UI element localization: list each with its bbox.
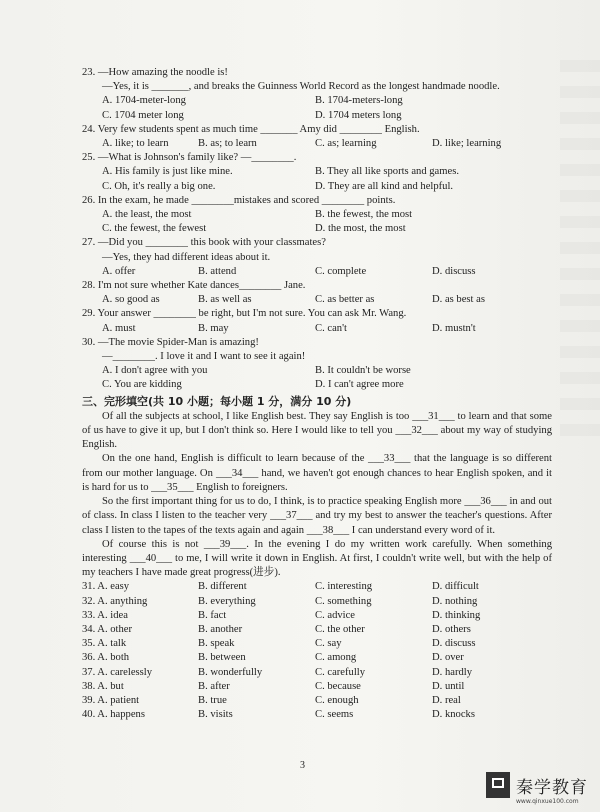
cloze-option: B. another: [198, 623, 243, 635]
question-number: 25.: [82, 152, 96, 164]
option-row: [82, 109, 552, 123]
question-item: [82, 123, 552, 151]
cloze-option: C. say: [315, 638, 342, 650]
question-number: 28.: [82, 280, 96, 292]
cloze-option-row: [82, 694, 552, 708]
cloze-option: C. carefully: [315, 666, 366, 678]
answer-option: A. I don't agree with you: [102, 365, 208, 377]
answer-option: A. offer: [102, 265, 136, 277]
option-row: [82, 137, 552, 151]
question-item: [82, 151, 552, 194]
question-text: In the exam, he made ________mistakes and scored ________ points.: [97, 194, 396, 206]
cloze-option: D. real: [432, 694, 461, 706]
question-stem-continued: [82, 80, 552, 94]
option-row: [82, 293, 552, 307]
cloze-option-row: [82, 708, 552, 722]
question-item: [82, 236, 552, 279]
cloze-option: 33. A. idea: [82, 609, 128, 621]
answer-option: B. may: [198, 322, 229, 334]
question-stem-continued: [82, 251, 552, 265]
question-item: [82, 279, 552, 307]
answer-option: D. the most, the most: [315, 223, 406, 235]
question-text: —Did you ________ this book with your classmates?: [97, 237, 326, 249]
cloze-option: 32. A. anything: [82, 595, 148, 607]
question-number: 29.: [82, 308, 96, 320]
cloze-option: B. true: [198, 694, 227, 706]
cloze-option: B. speak: [198, 638, 235, 650]
cloze-option: 40. A. happens: [82, 709, 145, 721]
question-number: 23.: [82, 67, 96, 78]
cloze-option: B. after: [198, 680, 230, 692]
answer-option: A. like; to learn: [102, 138, 169, 150]
cloze-option-row: [82, 623, 552, 637]
question-item: [82, 307, 552, 335]
question-number: 27.: [82, 237, 96, 249]
question-stem-continued: [82, 350, 552, 364]
question-text: —Yes, they had different ideas about it.: [102, 251, 271, 263]
answer-option: D. mustn't: [432, 322, 476, 334]
answer-option: A. must: [102, 322, 136, 334]
answer-option: B. as well as: [198, 294, 252, 306]
logo-text: 秦学教育: [516, 777, 588, 798]
passage-paragraph: Of all the subjects at school, I like English best. They say English is too ___31___ to learn and that some of us have to give it up, but I don't think so. Here I would like to tell you ___32___ about my way of studying English.: [82, 410, 552, 451]
answer-option: D. as best as: [432, 294, 485, 306]
answer-option: D. 1704 meters long: [315, 109, 402, 121]
cloze-option: B. different: [198, 581, 247, 593]
cloze-option: D. knocks: [432, 709, 475, 721]
question-stem: [82, 123, 552, 137]
question-stem: [82, 307, 552, 321]
question-text: —________. I love it and I want to see it again!: [102, 351, 306, 363]
cloze-option-row: [82, 609, 552, 623]
cloze-option-row: [82, 651, 552, 665]
cloze-option: D. nothing: [432, 595, 478, 607]
cloze-option-row: [82, 680, 552, 694]
option-row: [82, 208, 552, 222]
cloze-option-row: [82, 580, 552, 594]
answer-option: C. as; learning: [315, 138, 377, 150]
question-text: —The movie Spider-Man is amazing!: [97, 336, 259, 348]
question-text: —How amazing the noodle is!: [97, 67, 228, 78]
question-stem: [82, 336, 552, 350]
cloze-option: B. wonderfully: [198, 666, 263, 678]
cloze-option-row: [82, 637, 552, 651]
option-row: [82, 165, 552, 179]
cloze-option: C. because: [315, 680, 361, 692]
option-row: [82, 265, 552, 279]
cloze-option: D. discuss: [432, 638, 476, 650]
cloze-option-row: [82, 666, 552, 680]
cloze-option: D. difficult: [432, 581, 479, 593]
page-number: 3: [300, 760, 305, 771]
answer-option: C. can't: [315, 322, 347, 334]
cloze-option: D. until: [432, 680, 465, 692]
option-row: [82, 180, 552, 194]
cloze-option: 35. A. talk: [82, 638, 127, 650]
answer-option: D. like; learning: [432, 138, 502, 150]
cloze-option: 37. A. carelessly: [82, 666, 153, 678]
logo-square-icon: [486, 772, 510, 798]
answer-option: A. so good as: [102, 294, 160, 306]
question-stem: [82, 194, 552, 208]
answer-option: C. the fewest, the fewest: [102, 223, 207, 235]
question-stem: [82, 279, 552, 293]
answer-option: A. His family is just like mine.: [102, 166, 233, 178]
watermark-logo: [486, 772, 588, 798]
passage-paragraph: So the first important thing for us to do, I think, is to practice speaking English more ___36___ in and out of class. In class I listen to the teacher very ___37___ and try my best to answer the teacher's questions. After class I listen to the tapes of the texts again and again ___38___ I can understand every word of it.: [82, 496, 552, 536]
answer-option: B. They all like sports and games.: [315, 166, 459, 178]
question-item: [82, 194, 552, 237]
cloze-option: C. the other: [315, 623, 365, 635]
answer-option: B. the fewest, the most: [315, 209, 413, 221]
question-text: Your answer ________ be right, but I'm not sure. You can ask Mr. Wang.: [97, 308, 407, 320]
cloze-option-row: [82, 595, 552, 609]
passage-paragraph: On the one hand, English is difficult to learn because of the ___33___ that the language is so different from our mother language. On ___34___ hand, we haven't got enough chances to hear English spoken, and it is hard for us to ___35___ English to foreigners.: [82, 453, 552, 493]
answer-option: B. as; to learn: [198, 138, 257, 150]
option-row: [82, 364, 552, 378]
cloze-option: 39. A. patient: [82, 694, 140, 706]
question-stem: [82, 236, 552, 250]
cloze-option: D. thinking: [432, 609, 481, 621]
question-number: 26.: [82, 194, 96, 206]
section-title: 三、完形填空(共 10 小题；每小题 1 分，满分 10 分): [82, 394, 352, 408]
answer-option: C. complete: [315, 265, 367, 277]
option-row: [82, 378, 552, 392]
cloze-option: C. enough: [315, 694, 359, 706]
exam-content: [82, 66, 552, 722]
question-text: I'm not sure whether Kate dances________ Jane.: [97, 280, 306, 292]
option-row: [82, 222, 552, 236]
answer-option: C. You are kidding: [102, 379, 182, 391]
cloze-option: 31. A. easy: [82, 581, 130, 593]
question-text: —What is Johnson's family like? —________.: [97, 152, 297, 164]
cloze-option: B. between: [198, 652, 246, 664]
question-number: 30.: [82, 336, 96, 348]
question-stem: [82, 66, 552, 80]
cloze-option: D. over: [432, 652, 464, 664]
question-number: 24.: [82, 123, 96, 135]
logo-url: www.qinxue100.com: [516, 798, 579, 805]
answer-option: D. discuss: [432, 265, 476, 277]
cloze-option: C. something: [315, 595, 372, 607]
cloze-option: D. others: [432, 623, 471, 635]
question-item: [82, 336, 552, 393]
cloze-option: B. everything: [198, 595, 256, 607]
cloze-option: 36. A. both: [82, 652, 130, 664]
question-text: Very few students spent as much time _______ Amy did ________ English.: [97, 123, 420, 135]
cloze-option: B. fact: [198, 609, 227, 621]
answer-option: B. 1704-meters-long: [315, 95, 403, 107]
cloze-option: D. hardly: [432, 666, 473, 678]
question-stem: [82, 151, 552, 165]
answer-option: C. as better as: [315, 294, 375, 306]
answer-option: A. the least, the most: [102, 209, 192, 221]
answer-option: C. 1704 meter long: [102, 109, 184, 121]
cloze-option: C. among: [315, 652, 357, 664]
cloze-option: C. interesting: [315, 581, 373, 593]
answer-option: D. They are all kind and helpful.: [315, 180, 454, 192]
option-row: [82, 322, 552, 336]
answer-option: A. 1704-meter-long: [102, 95, 186, 107]
show-through-text: [560, 60, 600, 440]
cloze-option: 38. A. but: [82, 680, 124, 692]
question-item: [82, 66, 552, 123]
question-text: —Yes, it is _______, and breaks the Guinness World Record as the longest handmade noodle.: [102, 81, 500, 93]
answer-option: B. attend: [198, 265, 237, 277]
answer-option: C. Oh, it's really a big one.: [102, 180, 216, 192]
answer-option: B. It couldn't be worse: [315, 365, 411, 377]
cloze-option: 34. A. other: [82, 623, 133, 635]
answer-option: D. I can't agree more: [315, 379, 404, 391]
option-row: [82, 94, 552, 108]
cloze-option: B. visits: [198, 709, 233, 721]
passage-paragraph: Of course this is not ___39___. In the evening I do my written work carefully. When something interesting ___40___ to me, I will write it down in English. At first, I couldn't write well, but with the help of my teachers I have made great progress(进步).: [82, 538, 552, 579]
cloze-option: C. seems: [315, 709, 354, 721]
cloze-option: C. advice: [315, 609, 356, 621]
